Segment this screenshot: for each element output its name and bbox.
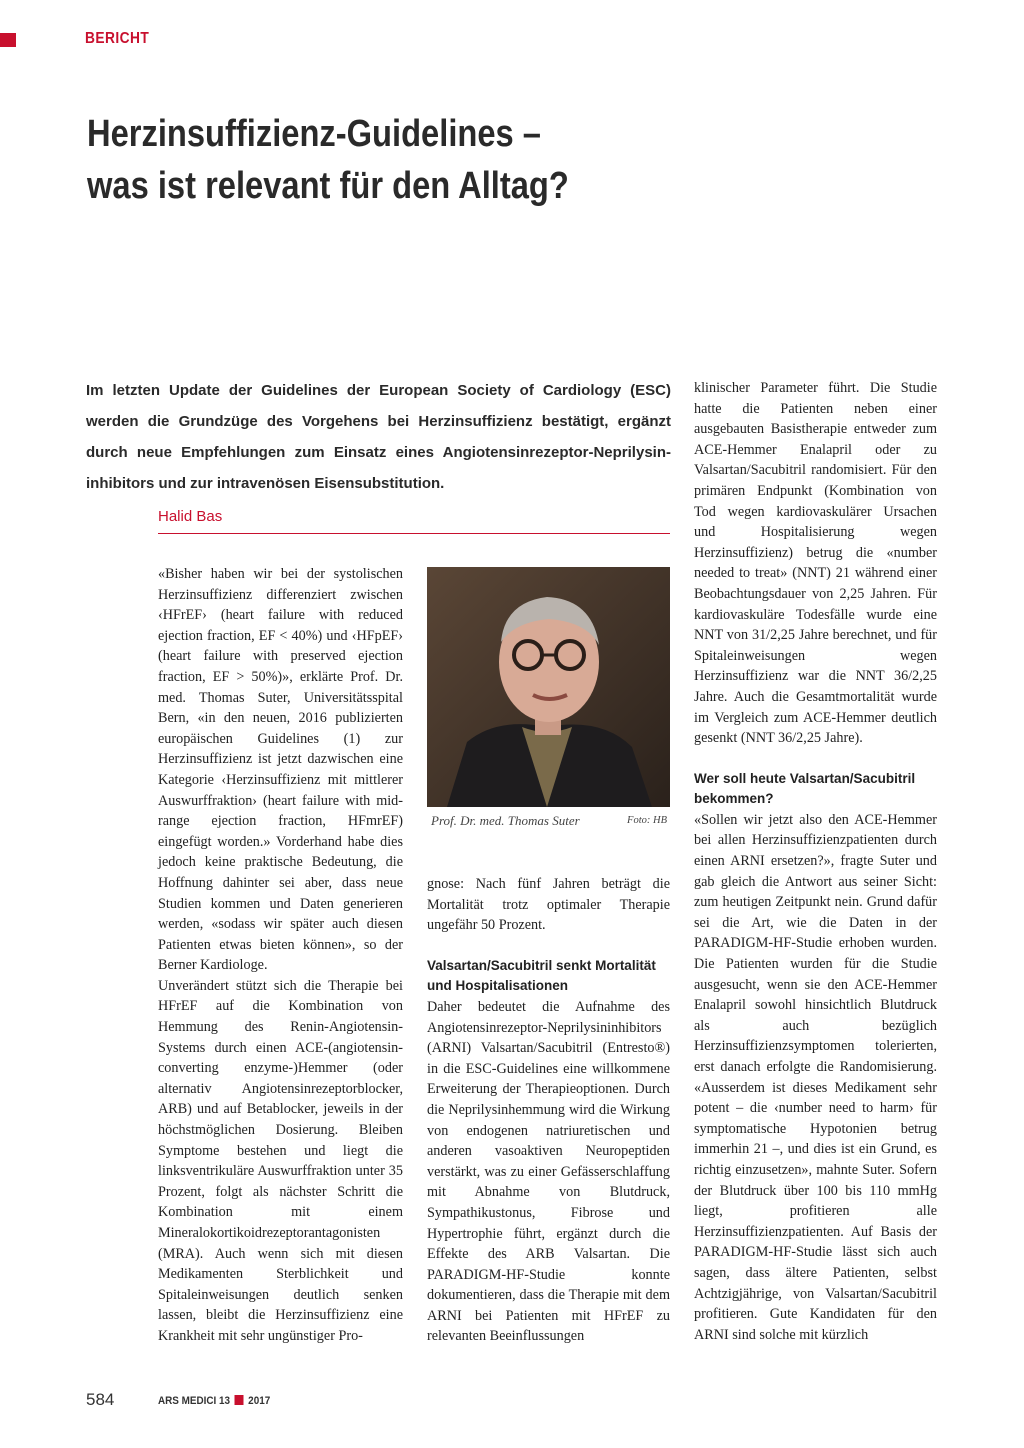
subheading: Valsartan/Sacubitril senkt Mortalität und Hospitalisationen: [427, 957, 656, 994]
author-name: Halid Bas: [158, 508, 223, 525]
page-number: 584: [86, 1390, 115, 1409]
portrait-photo: [427, 567, 670, 807]
paragraph: gnose: Nach fünf Jahren beträgt die Mortalität trotz optimaler Therapie ungefähr 50 Prozent.: [427, 876, 670, 934]
photo-caption: [431, 813, 669, 829]
magazine-footer: [158, 1395, 270, 1407]
paragraph: klinischer Parameter führt. Die Studie hatte die Patienten neben einer ausgebauten Basistherapie entweder zum ACE-Hemmer Enalapril oder zu Valsartan/Sacubitril randomisiert. Für den primären Endpunkt (Kombination von Tod wegen kardiovaskulärer Ursachen und Hospitalisierung wegen Herzinsuffizienz) betrug die «number needed to treat» (NNT) 21 während einer Beobachtungsdauer von 2,25 Jahren. Für kardiovaskuläre Todesfälle wurde eine NNT von 31/2,25 Jahre berechnet, und für Spitaleinweisungen wegen Herzinsuffizienz war die NNT 36/2,25 Jahre. Auch die Gesamtmortalität wurde im Vergleich zum ACE-Hemmer deutlich gesenkt (NNT 36/2,25 Jahre).: [694, 380, 937, 747]
photo-credit: Foto: HB: [627, 815, 667, 826]
magazine-year: 2017: [248, 1395, 271, 1407]
paragraph: Daher bedeutet die Aufnahme des Angiotensinrezeptor-Neprilysininhibitors (ARNI) Valsartan/Sacubitril (Entresto®) in die ESC-Guidelines eine willkommene Erweiterung der Therapieoptionen. Durch die Neprilysinhemmung wird die Wirkung von endogenen natriuretischen und anderen vasoaktiven Neuropeptiden verstärkt, was zu einer Gefässerschlaffung mit Abnahme von Blutdruck, Sympathikustonus, Fibrose und Hypertrophie führt, ergänzt durch die Effekte des ARB Valsartan. Die PARADIGM-HF-Studie konnte dokumentieren, dass die Therapie mit dem ARNI bei Patienten mit HFrEF zu relevanten Beeinflussungen: [427, 998, 670, 1345]
section-marker: [0, 33, 16, 47]
portrait-illustration: [427, 567, 670, 807]
author-rule: [158, 533, 670, 534]
section-label: BERICHT: [85, 30, 150, 47]
title-line-2: was ist relevant für den Alltag?: [87, 165, 569, 207]
paragraph: «Bisher haben wir bei der systolischen Herzinsuffizienz differenziert zwischen ‹HFrEF› (heart failure with reduced ejection fraction, EF < 40%) und ‹HFpEF› (heart failure with preserved ejection fraction, EF > 50%)», erklärte Prof. Dr. med. Thomas Suter, Universitätsspital Bern, «in den neuen, 2016 publizierten europäischen Guidelines (1) zur Herzinsuffizienz ist jetzt dazwischen eine Kategorie ‹Herzinsuffizienz mit mittlerer Auswurffraktion› (heart failure with mid-range ejection fraction, HFmrEF) eingefügt worden.» Vorderhand habe dies jedoch keine praktische Bedeutung, die Hoffnung dahinter sei aber, dass neue Studien kommen und Daten generieren werden, «sodass wir später auch diesen Patienten etwas bieten können», so der Berner Kardiologe.: [158, 566, 403, 974]
column-1: [158, 564, 403, 1347]
paragraph: Unverändert stützt sich die Therapie bei HFrEF auf die Kombination von Hemmung des Renin-Angiotensin-Systems durch einen ACE-(angiotensin-converting enzyme-)Hemmer (oder alternativ Angiotensinrezeptorblocker, ARB) und auf Betablocker, jeweils in der höchstmöglichen Dosierung. Bleiben Symptome bestehen und liegt die linksventrikuläre Auswurffraktion unter 35 Prozent, folgt als nächster Schritt die Kombination mit einem Mineralokortikoidrezeptorantagonisten (MRA). Auch wenn sich mit diesen Medikamenten Sterblichkeit und Spitaleinweisungen deutlich senken lassen, bleibt die Herzinsuffizienz eine Krankheit mit sehr ungünstiger Pro-: [158, 977, 403, 1344]
footer-marker: [235, 1395, 244, 1405]
title-line-1: Herzinsuffizienz-Guidelines –: [87, 113, 541, 155]
column-3: [694, 378, 937, 1345]
article-title: [87, 108, 887, 212]
lead-paragraph: Im letzten Update der Guidelines der European Society of Cardiology (ESC) werden die Grundzüge des Vorgehens bei Herzinsuffizienz bestätigt, ergänzt durch neue Empfehlungen zum Einsatz eines Angiotensinrezeptor-Neprilysin-inhibitors und zur intravenösen Eisensubstitution.: [86, 382, 671, 492]
column-2: [427, 874, 670, 1347]
subheading: Wer soll heute Valsartan/Sacubitril bekommen?: [694, 770, 916, 807]
magazine-name: ARS MEDICI 13: [158, 1395, 231, 1407]
paragraph: «Sollen wir jetzt also den ACE-Hemmer bei allen Herzinsuffizienzpatienten durch einen ARNI ersetzen?», fragte Suter und gab gleich die Antwort aus seiner Sicht: zum heutigen Zeitpunkt nein. Grund dafür sei die Art, wie die Daten in der PARADIGM-HF-Studie erhoben wurden. Die Patienten wurden für die Studie ausgesucht, wenn sie den ACE-Hemmer Enalapril sowohl hinsichtlich Blutdruck als auch bezüglich Herzinsuffizienzsymptomen tolerierten, erst danach erfolgte die Randomisierung. «Ausserdem ist dieses Medikament sehr potent – die ‹number need to harm› für symptomatische Hypotonien betrug immerhin 21 –, und dies ist ein Grund, es richtig einzusetzen», mahnte Suter. Sofern der Blutdruck über 100 bis 110 mmHg liegt, profitieren alle Herzinsuffizienzpatienten. Auf Basis der PARADIGM-HF-Studie lässt sich auch sagen, dass ältere Patienten, selbst Achtzigjährige, von Valsartan/Sacubitril profitieren. Gute Kandidaten für den ARNI sind solche mit kürzlich: [694, 811, 937, 1343]
caption-text: Prof. Dr. med. Thomas Suter: [431, 813, 580, 828]
